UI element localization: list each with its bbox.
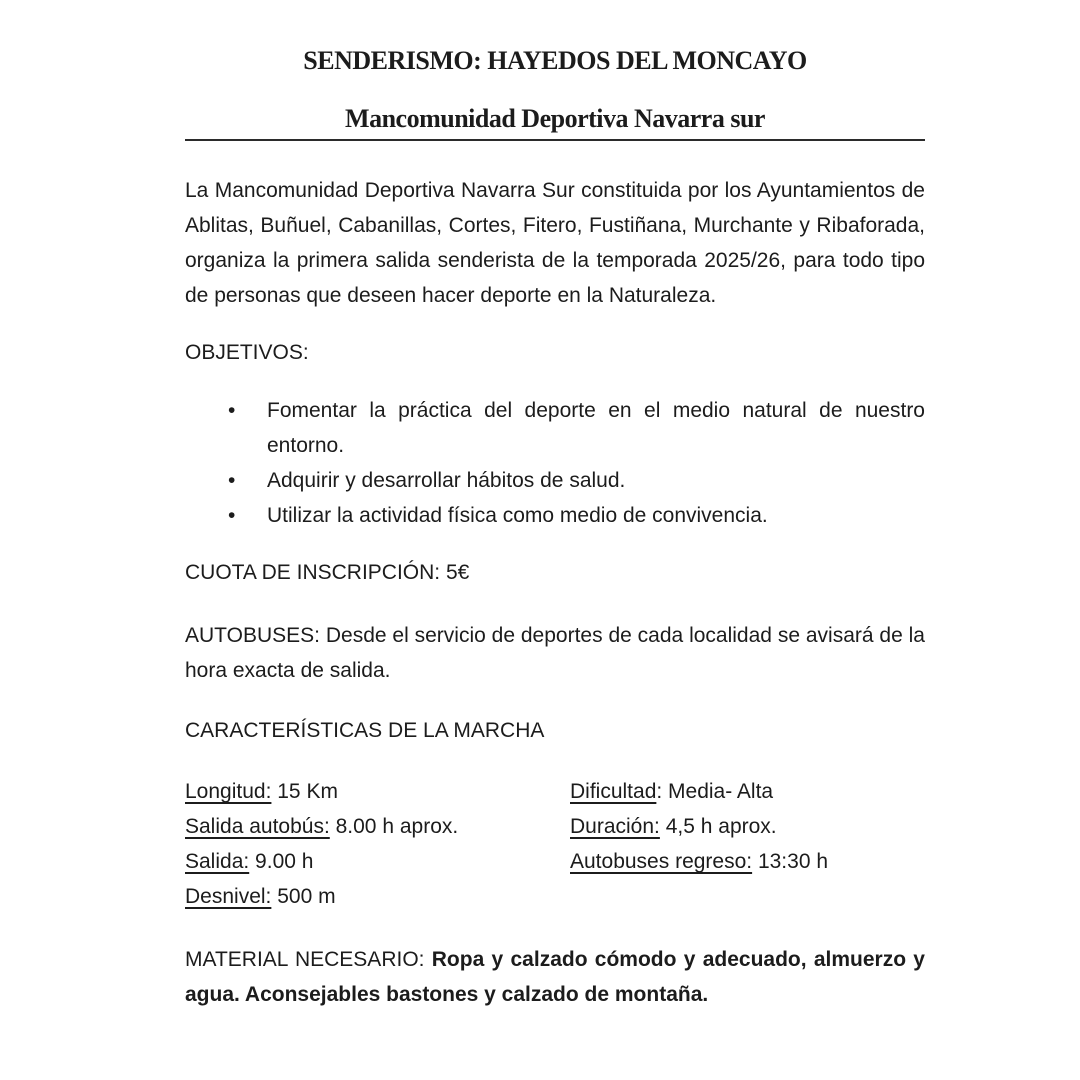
autobuses-paragraph: AUTOBUSES: Desde el servicio de deportes de cada localidad se avisará de la hora exacta de salida. [185, 624, 925, 682]
objetivo-item-text: Adquirir y desarrollar hábitos de salud. [267, 469, 626, 492]
cuota-line: CUOTA DE INSCRIPCIÓN: 5€ [185, 561, 470, 584]
carac-value: 9.00 h [249, 850, 314, 873]
subtitle-block [185, 106, 925, 141]
caracteristicas-heading: CARACTERÍSTICAS DE LA MARCHA [185, 719, 545, 742]
carac-row-dificultad [570, 774, 925, 809]
carac-value: 13:30 h [752, 850, 829, 873]
carac-value: 15 Km [271, 780, 338, 803]
bullet-icon: • [228, 469, 236, 492]
carac-row-autobuses-regreso [570, 844, 925, 879]
bullet-icon: • [228, 504, 236, 527]
carac-label: Desnivel: [185, 885, 272, 908]
caracteristicas-left-column [185, 774, 570, 914]
carac-value: 4,5 h aprox. [659, 815, 777, 838]
objetivo-item-text: Fomentar la práctica del deporte en el medio natural de nuestro entorno. [267, 399, 925, 457]
caracteristicas-grid [185, 774, 925, 914]
intro-paragraph: La Mancomunidad Deportiva Navarra Sur constituida por los Ayuntamientos de Ablitas, Buñuel, Cabanillas, Cortes, Fitero, Fustiñana, Murchante y Ribaforada, organiza la primera salida senderista de la temporada 2025/26, para todo tipo de personas que deseen hacer deporte en la Naturaleza. [185, 179, 925, 307]
objetivo-item [185, 463, 925, 498]
material-paragraph [185, 942, 925, 1012]
carac-label: Dificultad [570, 780, 657, 803]
carac-label: Longitud: [185, 780, 272, 803]
carac-row-desnivel [185, 879, 570, 914]
carac-label: Salida: [185, 850, 250, 873]
carac-value: : Media- Alta [656, 780, 774, 803]
carac-row-duracion [570, 809, 925, 844]
document-subtitle: Mancomunidad Deportiva Navarra sur [345, 104, 765, 133]
objetivo-item [185, 393, 925, 463]
bullet-icon: • [228, 399, 236, 422]
carac-value: 8.00 h aprox. [329, 815, 459, 838]
carac-value: 500 m [271, 885, 336, 908]
carac-label: Duración: [570, 815, 660, 838]
carac-label: Autobuses regreso: [570, 850, 753, 873]
carac-row-salida-autobus [185, 809, 570, 844]
objetivos-list [185, 393, 925, 533]
material-label: MATERIAL NECESARIO: [185, 948, 432, 971]
objetivos-heading: OBJETIVOS: [185, 341, 309, 364]
carac-label: Salida autobús: [185, 815, 330, 838]
objetivo-item [185, 498, 925, 533]
carac-row-salida [185, 844, 570, 879]
carac-row-longitud [185, 774, 570, 809]
material-bold-text: Ropa y calzado cómodo y adecuado, almuerzo y agua. Aconsejables bastones y calzado de montaña. [185, 948, 925, 1006]
objetivo-item-text: Utilizar la actividad física como medio de convivencia. [267, 504, 768, 527]
document-title: SENDERISMO: HAYEDOS DEL MONCAYO [303, 46, 807, 75]
caracteristicas-right-column [570, 774, 925, 914]
